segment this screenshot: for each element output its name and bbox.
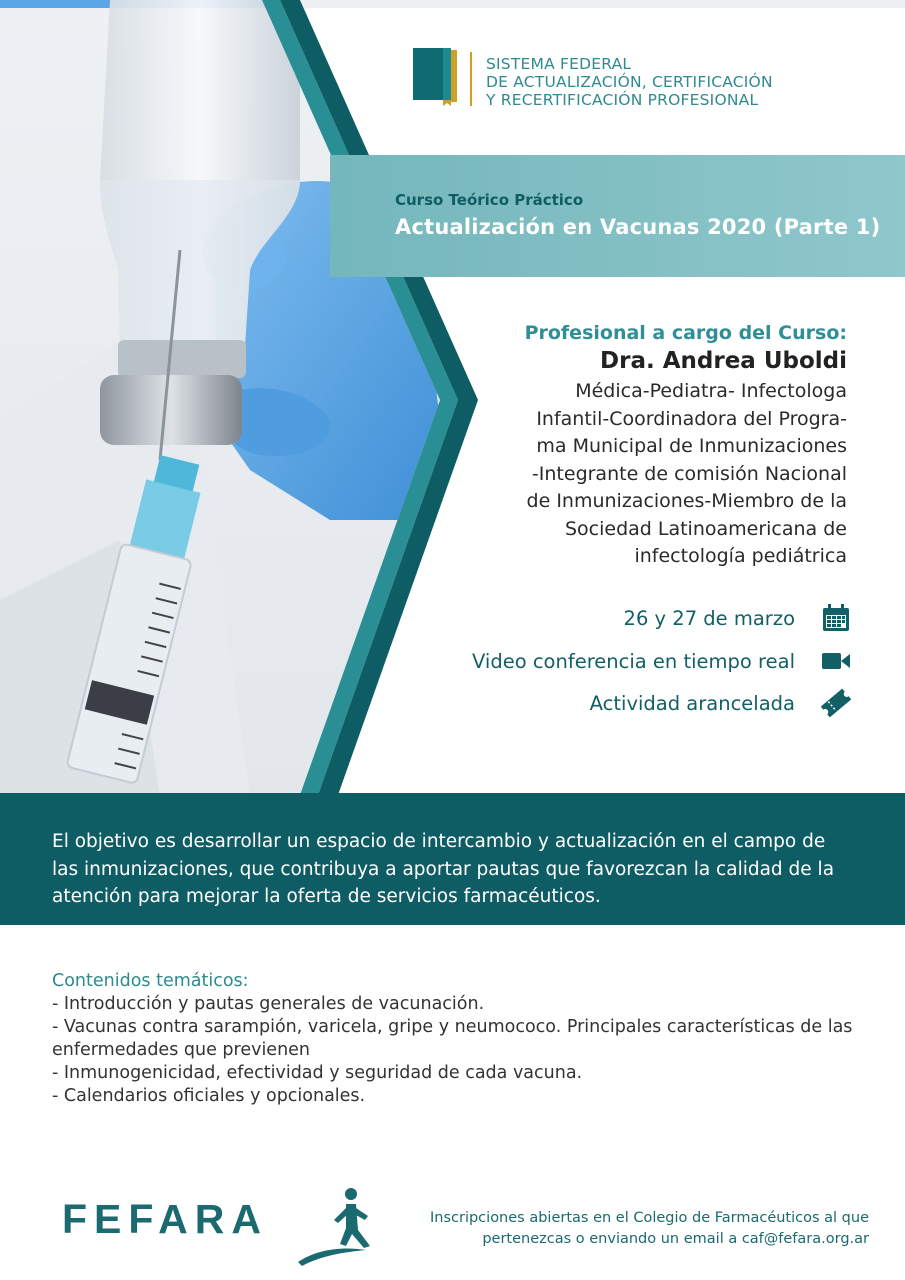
modality-text: Video conferencia en tiempo real bbox=[471, 649, 795, 673]
date-text: 26 y 27 de marzo bbox=[623, 606, 795, 630]
fefara-person-icon bbox=[296, 1186, 376, 1266]
ticket-icon bbox=[819, 686, 853, 720]
contents-title: Contenidos temáticos: bbox=[52, 971, 249, 991]
system-title-line: DE ACTUALIZACIÓN, CERTIFICACIÓN bbox=[486, 73, 773, 91]
description-line: Médica-Pediatra- Infectologa bbox=[575, 380, 847, 402]
system-title bbox=[486, 55, 886, 109]
description-line: -Integrante de comisión Nacional bbox=[531, 462, 847, 485]
logo-divider bbox=[470, 52, 472, 106]
registration-line: pertenezcas o enviando un email a caf@fefara.org.ar bbox=[482, 1231, 869, 1247]
description-line: ma Municipal de Inmunizaciones bbox=[536, 435, 847, 457]
contents-section bbox=[52, 970, 862, 1108]
objective-text bbox=[52, 828, 862, 911]
book-logo-icon bbox=[413, 48, 461, 106]
system-title-line: SISTEMA FEDERAL bbox=[486, 55, 632, 73]
fee-text: Actividad arancelada bbox=[589, 691, 795, 715]
contents-item: enfermedades que previenen bbox=[52, 1040, 311, 1060]
course-title: Actualización en Vacunas 2020 (Parte 1) bbox=[395, 215, 881, 239]
system-title-line: Y RECERTIFICACIÓN PROFESIONAL bbox=[486, 91, 759, 109]
description-line: de Inmunizaciones-Miembro de la bbox=[526, 490, 847, 512]
professional-block bbox=[327, 320, 847, 571]
professional-label: Profesional a cargo del Curso: bbox=[524, 322, 847, 344]
contents-item: - Inmunogenicidad, efectividad y seguridad de cada vacuna. bbox=[52, 1063, 583, 1083]
registration-line: Inscripciones abiertas en el Colegio de Farmacéuticos al que bbox=[430, 1210, 869, 1226]
objective-line: atención para mejorar la oferta de servicios farmacéuticos. bbox=[52, 886, 601, 907]
description-line: Sociedad Latinoamericana de bbox=[564, 517, 847, 540]
course-type: Curso Teórico Práctico bbox=[395, 191, 584, 209]
contents-item: - Calendarios oficiales y opcionales. bbox=[52, 1086, 366, 1106]
calendar-icon bbox=[819, 601, 853, 635]
contents-item: - Introducción y pautas generales de vacunación. bbox=[52, 994, 485, 1014]
objective-line: El objetivo es desarrollar un espacio de intercambio y actualización en el campo de bbox=[52, 831, 826, 852]
detail-modality bbox=[472, 644, 853, 678]
description-line: infectología pediátrica bbox=[634, 545, 847, 567]
video-camera-icon bbox=[819, 644, 853, 678]
professional-name: Dra. Andrea Uboldi bbox=[600, 348, 847, 374]
detail-fee bbox=[590, 686, 853, 720]
detail-date bbox=[624, 601, 853, 635]
professional-description bbox=[327, 378, 847, 571]
objective-line: las inmunizaciones, que contribuya a aportar pautas que favorezcan la calidad de la bbox=[52, 858, 835, 880]
fefara-logo-text: FEFARA bbox=[62, 1196, 268, 1242]
description-line: Infantil-Coordinadora del Progra- bbox=[536, 407, 847, 430]
registration-info bbox=[399, 1208, 869, 1250]
contents-item: - Vacunas contra sarampión, varicela, gripe y neumococo. Principales características de las bbox=[52, 1017, 853, 1037]
